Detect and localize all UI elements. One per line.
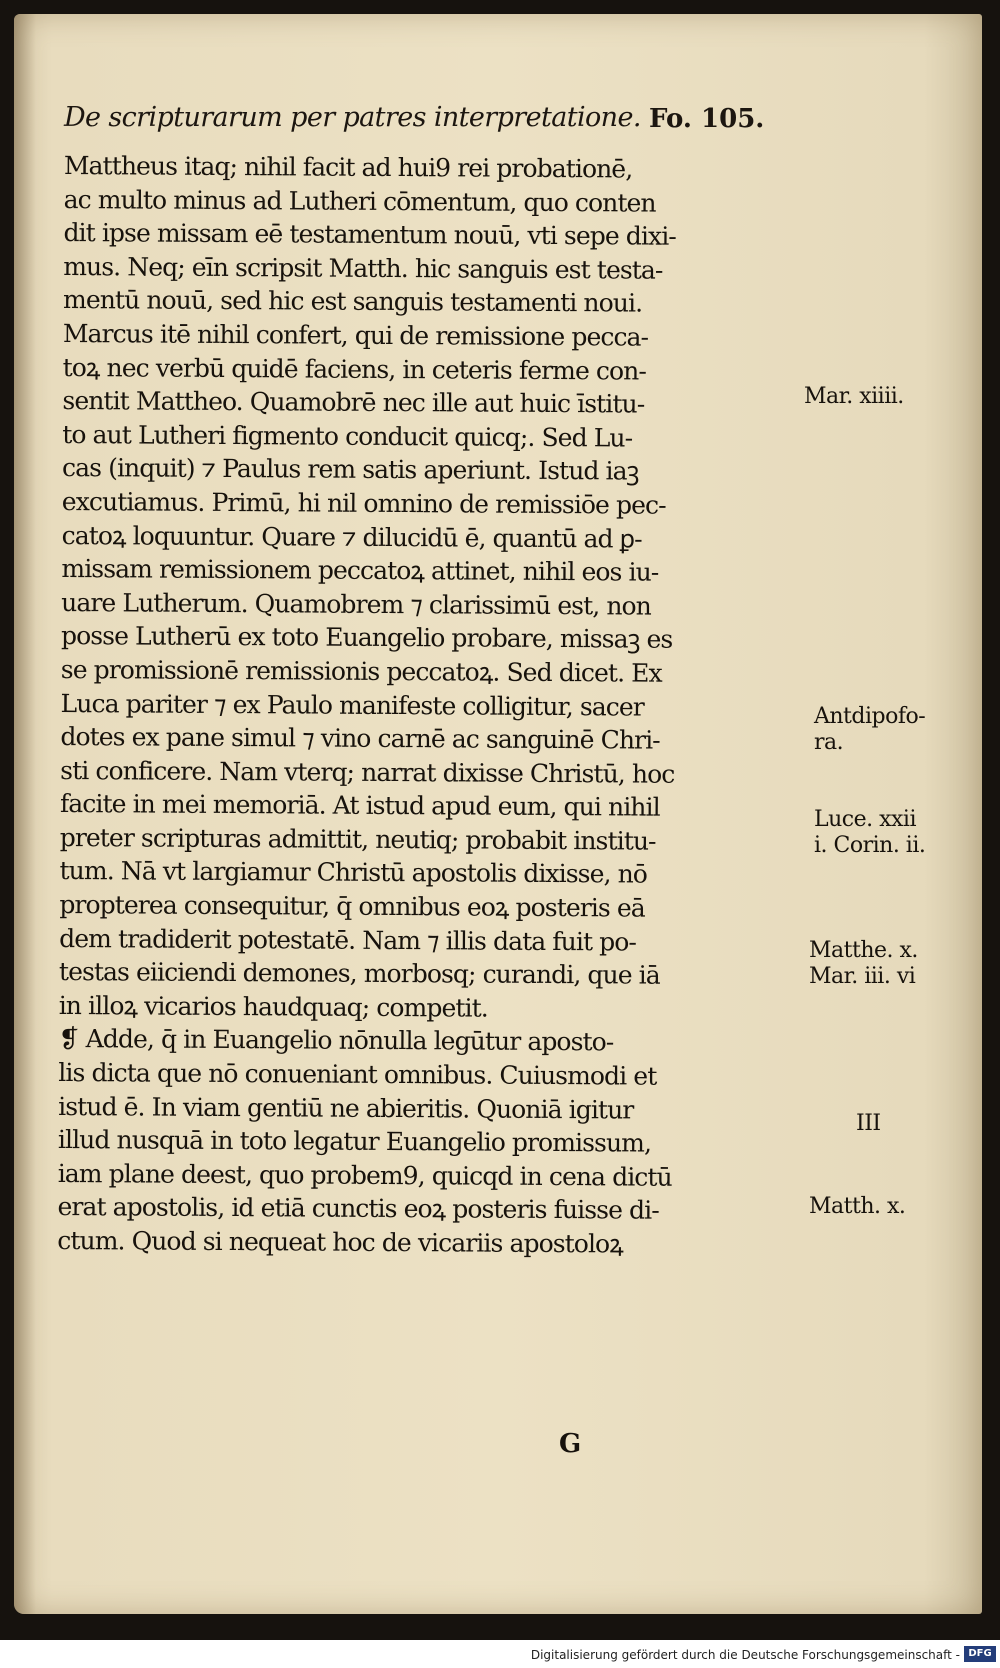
text-line: istud ē. In viam gentiū ne abieritis. Quoniā igitur — [58, 1091, 634, 1125]
text-line: Luca pariter ⁊ ex Paulo manifeste colligitur, sacer — [60, 688, 645, 722]
text-line: ctum. Quod si nequeat hoc de vicariis apostoloꝝ — [57, 1225, 623, 1259]
text-line: in illoꝝ vicarios haudquaq; competit. — [58, 990, 488, 1023]
text-line: lis dicta que nō conueniant omnibus. Cuiusmodi et — [58, 1058, 657, 1091]
catchword: G — [559, 1429, 582, 1459]
text-line: erat apostolis, id etiā cunctis eoꝝ posteris fuisse di- — [57, 1192, 659, 1226]
margin-note: ra. — [814, 730, 844, 755]
text-line: uare Lutherum. Quamobrem ⁊ clarissimū est, non — [61, 587, 652, 621]
footer-bar — [0, 1640, 1000, 1668]
text-line: facite in mei memoriā. At istud apud eum, qui nihil — [59, 789, 660, 822]
text-line: catoꝝ loquuntur. Quare ⁊ dilucidū ē, quantū ad ꝑ- — [61, 520, 642, 554]
margin-note: i. Corin. ii. — [814, 833, 926, 858]
text-line: dem tradiderit potestatē. Nam ⁊ illis data fuit po- — [59, 923, 637, 957]
text-line: mus. Neq; eīn scripsit Matth. hic sanguis est testa- — [63, 251, 663, 285]
text-line: dotes ex pane simul ⁊ vino carnē ac sanguinē Chri- — [60, 722, 660, 755]
text-line: testas eiiciendi demones, morbosq; curandi, que iā — [58, 957, 660, 990]
text-line: illud nusquā in toto legatur Euangelio promissum, — [57, 1125, 652, 1158]
header-title: De scripturarum per patres interpretatione. — [64, 102, 641, 133]
text-line: Marcus itē nihil confert, qui de remissione pecca- — [62, 318, 649, 352]
text-line: excutiamus. Primū, hi nil omnino de remissiōe pec- — [61, 486, 666, 520]
text-line: to aut Lutheri figmento conducit quicq;. Sed Lu- — [62, 419, 633, 453]
text-line: ❡ Adde, q̄ in Euangelio nōnulla legūtur aposto- — [58, 1024, 614, 1057]
text-line: preter scripturas admittit, neutiq; probabit institu- — [59, 822, 656, 856]
text-line: missam remissionem peccatoꝝ attinet, nihil eos iu- — [61, 554, 659, 587]
footer-credit: Digitalisierung gefördert durch die Deutsche Forschungsgemeinschaft - — [530, 1648, 960, 1662]
text-line: propterea consequitur, q̄ omnibus eoꝝ posteris eā — [59, 890, 645, 923]
text-line: ac multo minus ad Lutheri cōmentum, quo conten — [63, 184, 656, 218]
margin-note: Antdipofo- — [814, 704, 926, 729]
text-line: sentit Mattheo. Quamobrē nec ille aut huic īstitu- — [62, 386, 645, 419]
text-line: mentū nouū, sed hic est sanguis testamenti noui. — [62, 285, 643, 318]
margin-note: III — [856, 1111, 881, 1136]
text-line: se promissionē remissionis peccatoꝝ. Sed dicet. Ex — [60, 654, 662, 688]
margin-note: Matthe. x. — [809, 938, 918, 963]
text-line: Mattheus itaq; nihil facit ad hui9 rei probationē, — [63, 150, 633, 184]
margin-note: Mar. xiiii. — [804, 384, 904, 409]
margin-note: Luce. xxii — [814, 807, 916, 832]
margin-notes — [14, 14, 982, 1614]
folio-number: Fo. 105. — [649, 104, 765, 134]
margin-note: Mar. iii. vi — [809, 964, 916, 989]
text-line: toꝝ nec verbū quidē faciens, in ceteris ferme con- — [62, 352, 647, 386]
dfg-logo: DFG — [964, 1646, 996, 1662]
text-line: dit ipse missam eē testamentum nouū, vti sepe dixi- — [63, 218, 676, 251]
text-line: posse Lutherū ex toto Euangelio probare, missaꝫ es — [60, 621, 673, 655]
text-line: cas (inquit) ⁊ Paulus rem satis aperiunt. Istud iaꝫ — [61, 453, 639, 486]
text-line: iam plane deest, quo probem9, quicqd in cena dictū — [57, 1158, 672, 1192]
text-line: tum. Nā vt largiamur Christū apostolis dixisse, nō — [59, 856, 648, 890]
book-page — [14, 14, 982, 1614]
margin-note: Matth. x. — [809, 1194, 906, 1219]
text-line: sti conficere. Nam vterq; narrat dixisse Christū, hoc — [60, 755, 675, 789]
